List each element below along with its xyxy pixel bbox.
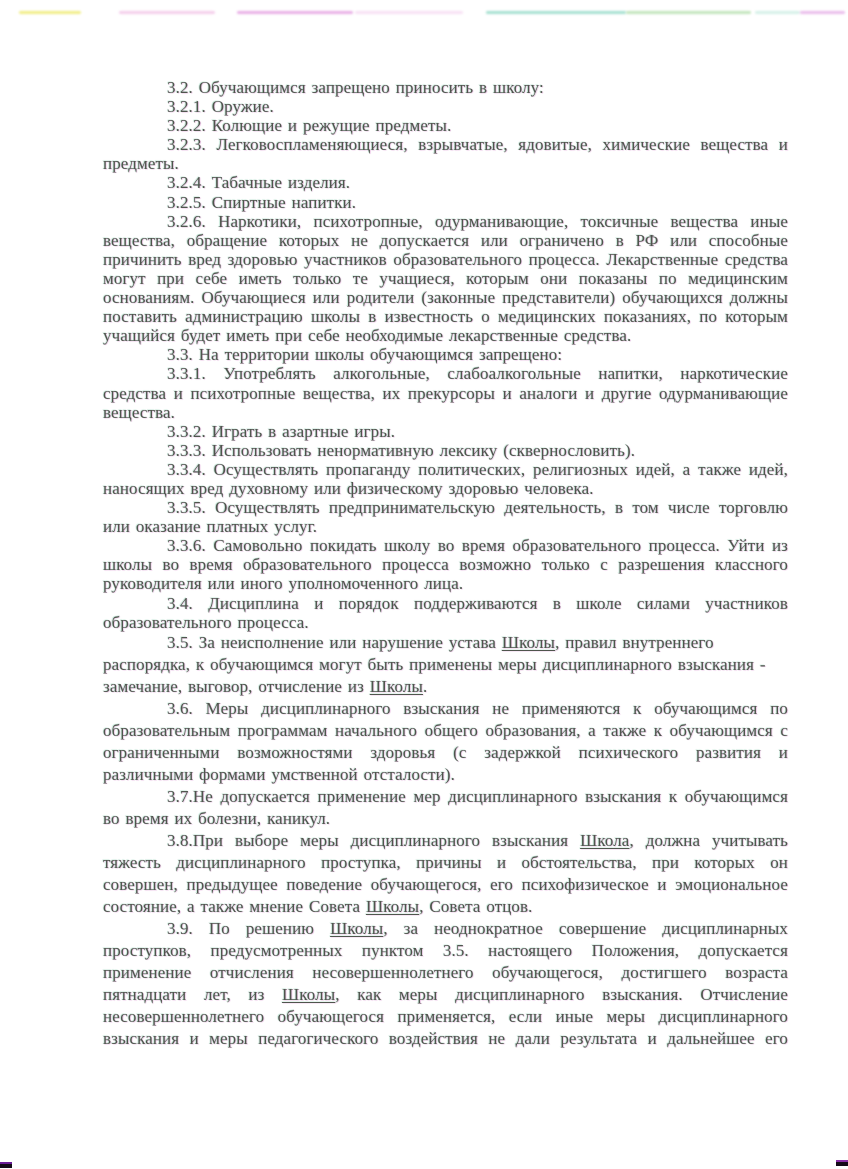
underlined-word: Школы bbox=[369, 676, 423, 696]
scanner-streak bbox=[755, 11, 800, 14]
paragraph: 3.3. На территории школы обучающимся запрещено: bbox=[167, 345, 563, 365]
underlined-word: Школы bbox=[282, 984, 336, 1004]
paragraph: 3.3.4. Осуществлять пропаганду политических, религиозных идей, а также идей, наносящих вред духовному или физическому здоровью человека. bbox=[103, 459, 788, 498]
underlined-word: Школы bbox=[330, 918, 384, 938]
underlined-word: Школа bbox=[580, 830, 630, 850]
scanner-mark bbox=[0, 1162, 12, 1168]
paragraph: 3.2.5. Спиртные напитки. bbox=[167, 192, 357, 212]
paragraph: 3.2. Обучающимся запрещено приносить в школу: bbox=[167, 78, 544, 97]
paragraph: 3.2.6. Наркотики, психотропные, одурманивающие, токсичные вещества иные вещества, обращение которых не допускается или ограничено в РФ или способные причинить вред здоровью участников образовательного процесса. Лекарственные средства могут при себе иметь только те учащиеся, которым они показаны по медицинским основаниям. Обучающиеся или родители (законные представители) обучающихся должны поставить администрацию школы в известность о медицинских показаниях, по которым учащийся будет иметь при себе необходимые лекарственные средства. bbox=[103, 211, 788, 346]
paragraph: 3.2.4. Табачные изделия. bbox=[167, 173, 351, 193]
scanner-streak bbox=[19, 11, 81, 14]
underlined-word: Школы bbox=[501, 632, 556, 652]
scanner-streak bbox=[626, 11, 751, 14]
paragraph: 3.6. Меры дисциплинарного взыскания не применяются к обучающимся по образовательным программам начального общего образования, а также к обучающимся с ограниченными возможностями здоровья (с задержкой психического развития и различными формами умственной отсталости). bbox=[103, 698, 788, 784]
paragraph: 3.9. По решению Школы, за неоднократное совершение дисциплинарных проступков, предусмотренных пунктом 3.5. настоящего Положения, допускается применение отчисления несовершеннолетнего обучающегося, достигшего возраста пятнадцати лет, из Школы, как меры дисциплинарного взыскания. Отчисление несовершеннолетнего обучающегося применяется, если иные меры дисциплинарного взыскания и меры педагогического воздействия не дали результата и дальнейшее его bbox=[103, 918, 789, 1048]
paragraph: 3.3.2. Играть в азартные игры. bbox=[167, 421, 396, 441]
paragraph: 3.8.При выборе меры дисциплинарного взыскания Школа, должна учитывать тяжесть дисциплинарного проступка, причины и обстоятельства, при которых он совершен, предыдущее поведение обучающегося, его психофизическое и эмоциональное состояние, а также мнение Совета Школы, Совета отцов. bbox=[103, 830, 788, 916]
document-body bbox=[103, 78, 788, 1050]
paragraph: 3.3.1. Употреблять алкогольные, слабоалкогольные напитки, наркотические средства и психотропные вещества, их прекурсоры и аналоги и другие одурманивающие вещества. bbox=[103, 364, 788, 422]
scanner-streak bbox=[486, 11, 626, 14]
scanner-streak bbox=[237, 11, 353, 14]
paragraph: 3.7.Не допускается применение мер дисциплинарного взыскания к обучающимся во время их болезни, каникул. bbox=[103, 786, 788, 828]
paragraph: 3.5. За неисполнение или нарушение устава Школы, правил внутреннего распорядка, к обучающимся могут быть применены меры дисциплинарного взыскания - замечание, выговор, отчисление из Школы. bbox=[103, 632, 766, 696]
paragraph: 3.3.6. Самовольно покидать школу во время образовательного процесса. Уйти из школы во время образовательного процесса возможно только с разрешения классного руководителя или иного уполномоченного лица. bbox=[103, 536, 788, 594]
scanner-streak bbox=[355, 11, 463, 14]
paragraph: 3.2.1. Оружие. bbox=[167, 97, 274, 117]
paragraph: 3.2.2. Колющие и режущие предметы. bbox=[167, 116, 452, 136]
scanner-streak bbox=[119, 11, 215, 14]
scanner-streak bbox=[800, 11, 845, 14]
underlined-word: Школы bbox=[365, 896, 420, 916]
paragraph: 3.3.5. Осуществлять предпринимательскую деятельность, в том числе торговлю или оказание платных услуг. bbox=[103, 498, 788, 537]
paragraph: 3.3.3. Использовать ненормативную лексику (сквернословить). bbox=[167, 440, 636, 460]
paragraph: 3.4. Дисциплина и порядок поддерживаются в школе силами участников образовательного процесса. bbox=[103, 593, 788, 632]
scanner-mark bbox=[836, 1160, 848, 1166]
paragraph: 3.2.3. Легковоспламеняющиеся, взрывчатые, ядовитые, химические вещества и предметы. bbox=[103, 135, 788, 174]
